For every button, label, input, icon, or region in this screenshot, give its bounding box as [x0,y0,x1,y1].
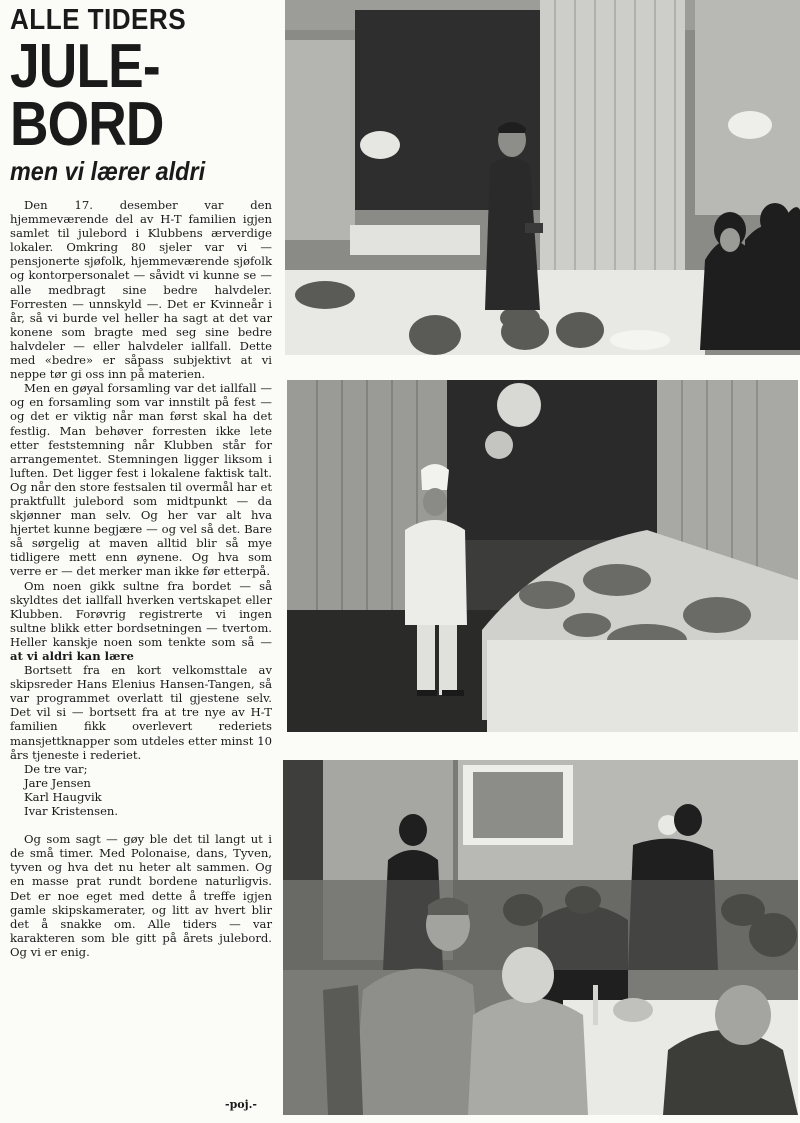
kicker: ALLE TIDERS [10,4,187,36]
paragraph-1: Den 17. desember var den hjemmeværende del av H-T familien igjen samlet til julebord i Klubbens ærverdige lokaler. Omkring 80 sjeler var vi — pensjonerte sjøfolk, hjemmeværende sjøfolk og kontorpersonalet — såvidt vi kunne se — alle medbragt sine bedre halvdeler. Forresten — unnskyld —. Det er Kvinneår i år, så vi burde vel heller ha sagt at det var konene som bragte med seg sine bedre halvdeler — eller halvdeler iallfall. Dette med «bedre» er såpass subjektivt at vi neppe tør gi oss inn på materien. [10,198,272,382]
article-header [10,4,272,186]
paragraph-3-bold: at vi aldri kan lære [10,649,134,663]
signature: -poj.- [225,1098,257,1111]
name-item: Ivar Kristensen. [24,804,119,819]
name-item: Jare Jensen [24,775,91,790]
paragraph-5: Og som sagt — gøy ble det til langt ut i de små timer. Med Polonaise, dans, Tyven, tyven og hva det nu heter alt sammen. Og en masse prat rundt bordene naturligvis. Det er noe eget med dette å treffe igjen gamle skipskamerater, og litt av hvert blir det å snakke om. Alle tiders — var karakteren som ble gitt på årets julebord. Og vi er enig. [10,832,272,959]
photo-speech [285,0,800,355]
subhead: men vi lærer aldri [10,156,206,186]
article-body [10,198,272,959]
paragraph-4: Bortsett fra en kort velkomsttale av skipsreder Hans Elenius Hansen-Tangen, så var programmet overlatt til gjestene selv. Det vil si — bortsett fra at tre nye av H-T familien fikk overlevert rederiets mansjettknapper som utdeles etter minst 10 års tjeneste i rederiet. [10,663,272,762]
headline-line-1: JULE- [10,32,160,101]
photo-guests [283,760,798,1115]
headline-line-2: BORD [10,90,164,159]
paragraph-3-text: Om noen gikk sultne fra bordet — så skyldtes det iallfall hverken vertskapet eller Klubben. Forøvrig registrerte vi ingen sultne blikk etter bordsetningen — tvertom. Heller kanskje noen som tenkte som så — [10,578,272,649]
names-list [10,762,272,818]
paragraph-3 [10,579,272,664]
name-item: Karl Haugvik [24,789,102,804]
headline [10,32,235,159]
names-intro: De tre var; [24,761,88,776]
paragraph-2: Men en gøyal forsamling var det iallfall — og en forsamling som var innstilt på fest — og det er viktig når man først skal ha det festlig. Man behøver forresten ikke lete etter feststemning når Klubben står for arrangementet. Stemningen ligger liksom i luften. Det ligger fest i lokalene faktisk talt. Og når den store festsalen til overmål har et praktfullt julebord som midtpunkt — da skjønner man selv. Og her var alt hva hjertet kunne begjære — og vel så det. Bare så sørgelig at maven alltid blir så mye tidligere mett enn øynene. Og hva som verre er — det merker man ikke før etterpå. [10,381,272,579]
photo-buffet [287,380,798,732]
